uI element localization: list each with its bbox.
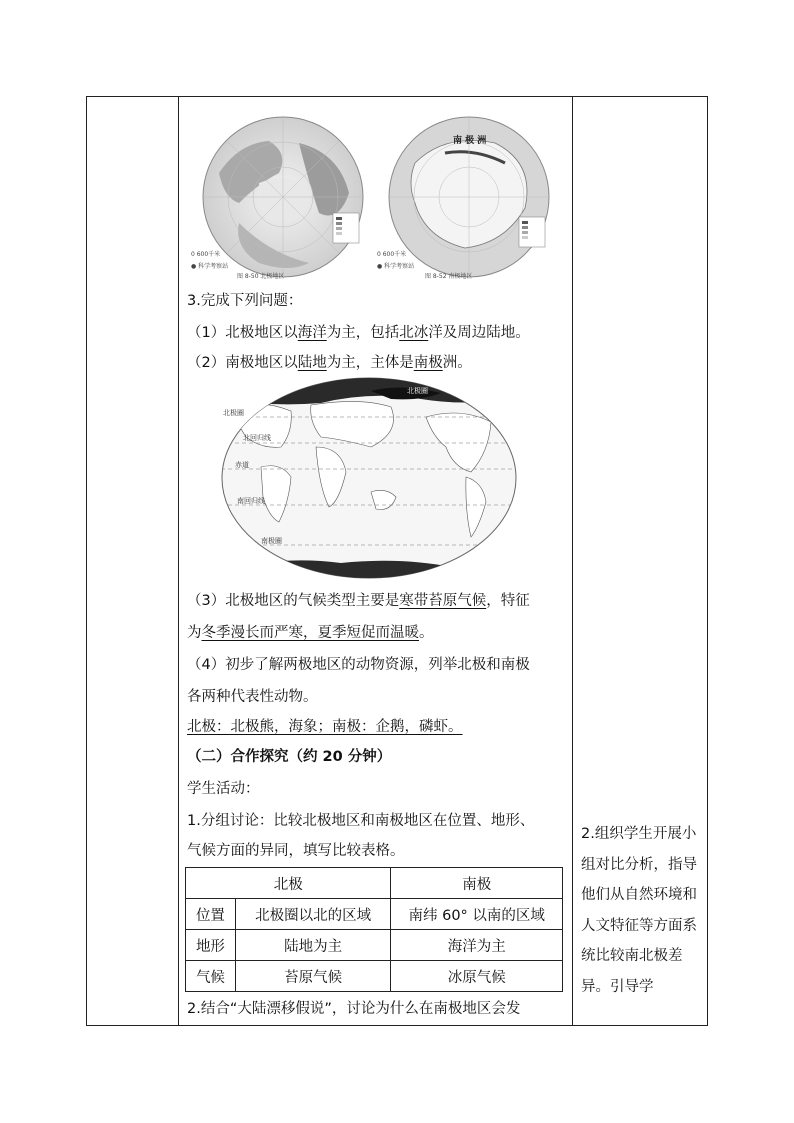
task-1-line-2: 气候方面的异同，填写比较表格。: [187, 843, 405, 859]
table-cell: 北极圈以北的区域: [235, 899, 391, 930]
table-cell: 位置: [186, 899, 236, 930]
table-cell: 苔原气候: [235, 961, 391, 992]
task-1-line-1: 1.分组讨论：比较北极地区和南极地区在位置、地形、: [187, 813, 535, 829]
q2-text-3: 洲。: [442, 355, 472, 371]
q1-text: （1）北极地区以: [187, 325, 298, 341]
antarctica-map-label: 南 极 洲: [453, 136, 487, 146]
table-cell: 冰原气候: [391, 961, 563, 992]
q3-text-3: 为: [187, 625, 202, 641]
q3-answer-2: 冬季漫长而严寒，夏季短促而温暖: [201, 625, 419, 641]
q2-text-2: 为主，主体是: [326, 355, 414, 371]
antarctic-station-legend: ● 科学考察站: [377, 263, 415, 270]
antarctic-circle-label: 南极圈: [261, 537, 282, 545]
arctic-circle-label: 北极圈: [223, 409, 244, 417]
antarctic-map: [385, 113, 553, 281]
q3-text: （3）北极地区的气候类型主要是: [187, 593, 400, 609]
antarctic-map-caption: 图 8-52 南极地区: [425, 273, 473, 280]
table-header-cell: 南极: [391, 868, 563, 899]
cooperation-heading: （二）合作探究（约 20 分钟）: [187, 749, 392, 765]
q3-answer-1: 寒带苔原气候: [399, 593, 487, 609]
q2-text: （2）南极地区以: [187, 355, 298, 371]
arctic-scale: 0 600千米: [191, 251, 221, 258]
table-cell: 海洋为主: [391, 930, 563, 961]
q1-answer-2: 北冰: [399, 325, 429, 341]
q1-text-2: 为主，包括: [326, 325, 400, 341]
comparison-table: [185, 867, 563, 992]
q3-text-4: 。: [419, 625, 434, 641]
equator-label: 赤道: [235, 461, 249, 469]
question-3-line-1: [187, 591, 530, 611]
question-4-line-1: （4）初步了解两极地区的动物资源，列举北极和南极: [187, 657, 530, 673]
question-3-line-2: [187, 623, 434, 643]
question-4-line-2: 各两种代表性动物。: [187, 689, 318, 705]
teacher-activity-cell: [573, 97, 707, 1025]
question-1: [187, 323, 530, 343]
arctic-map-caption: 图 8-50 北极地区: [237, 273, 285, 280]
teacher-note: 2.组织学生开展小组对比分析，指导他们从自然环境和人文特征等方面系统比较南北极差异。引导学: [581, 826, 697, 995]
table-header-cell: 北极: [186, 868, 391, 899]
tropic-of-capricorn-label: 南回归线: [237, 497, 265, 505]
table-row: [186, 899, 563, 930]
lesson-table: [86, 96, 708, 1026]
q3-text-2: ，特征: [486, 593, 530, 609]
arctic-station-legend: ● 科学考察站: [191, 263, 229, 270]
student-activity-label: 学生活动：: [187, 781, 260, 797]
table-header-row: [186, 868, 563, 899]
arctic-circle-top-label: 北极圈: [407, 387, 428, 395]
task-2: 2.结合“大陆漂移假说”，讨论为什么在南极地区会发: [187, 1001, 521, 1017]
polar-maps: [189, 105, 561, 283]
main-content-cell: [179, 97, 571, 1025]
q1-text-3: 洋及周边陆地。: [428, 325, 530, 341]
question-4-answer: 北极：北极熊，海象；南极：企鹅，磷虾。: [187, 719, 463, 735]
section3-heading: 3.完成下列问题：: [187, 293, 303, 309]
table-cell: 地形: [186, 930, 236, 961]
table-cell: 南纬 60° 以南的区域: [391, 899, 563, 930]
world-map: [221, 377, 517, 579]
table-row: [186, 930, 563, 961]
antarctic-scale: 0 600千米: [377, 251, 407, 258]
q2-answer-1: 陆地: [297, 355, 327, 371]
arctic-map: [199, 113, 367, 281]
table-row: [186, 961, 563, 992]
table-cell: 陆地为主: [235, 930, 391, 961]
table-cell: 气候: [186, 961, 236, 992]
tropic-of-cancer-label: 北回归线: [243, 434, 271, 442]
question-2: [187, 353, 472, 373]
q2-answer-2: 南极: [413, 355, 443, 371]
q1-answer-1: 海洋: [297, 325, 327, 341]
